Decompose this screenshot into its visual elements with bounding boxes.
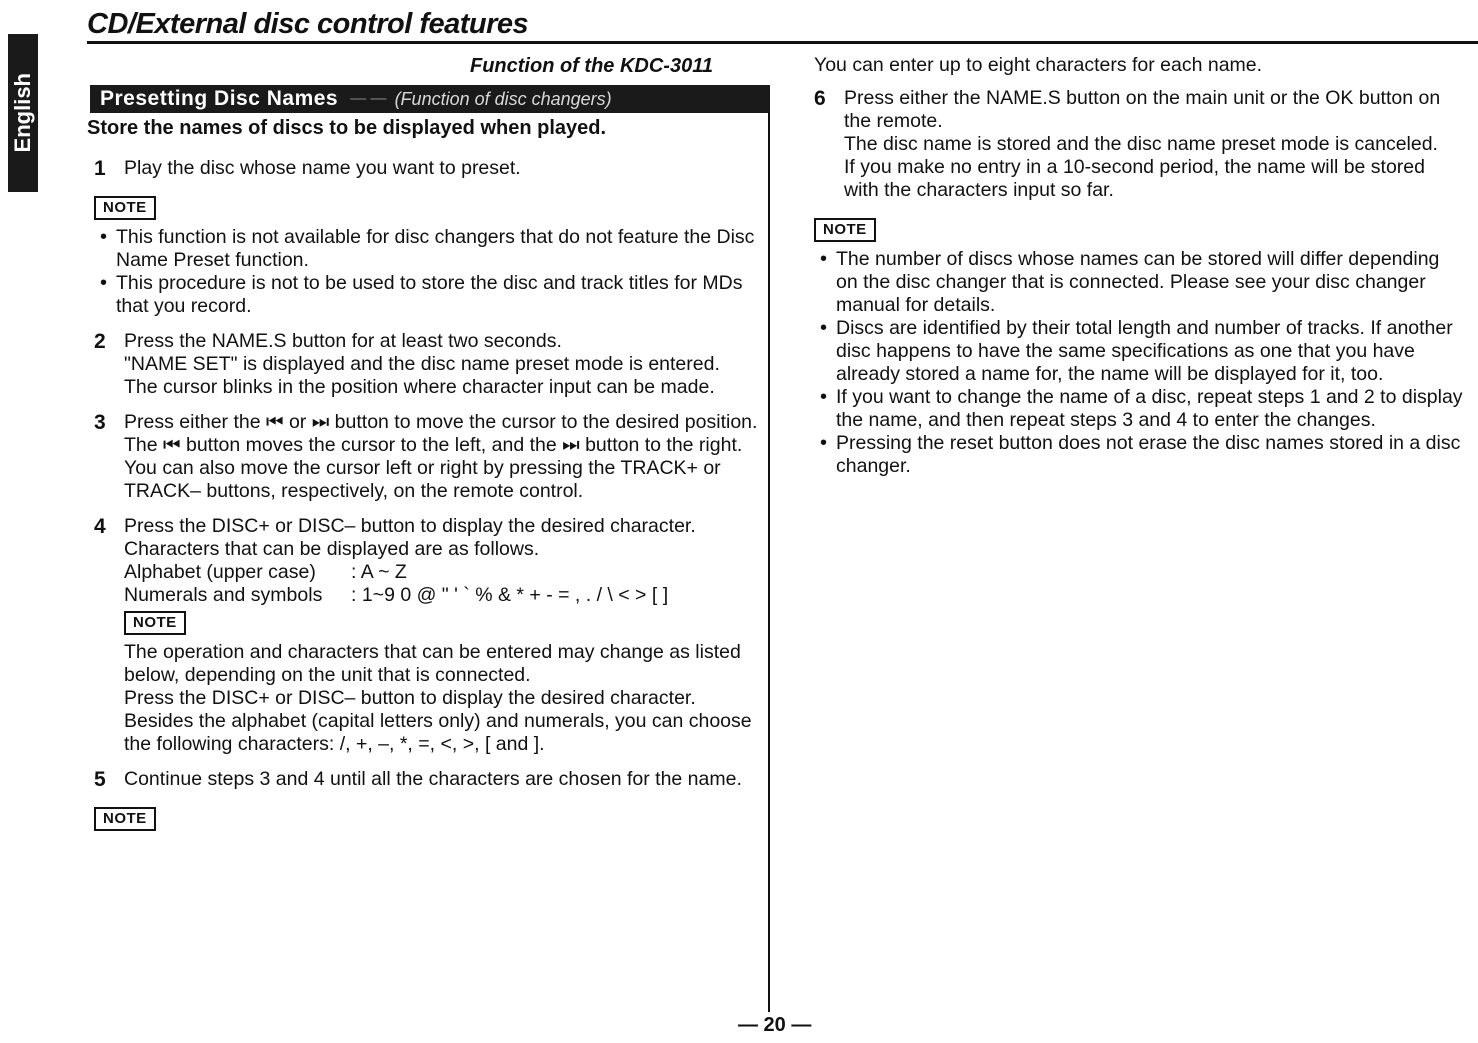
step-3 (94, 411, 759, 503)
language-tab (8, 34, 38, 192)
step-text: The disc name is stored and the disc name preset mode is canceled. (844, 133, 1438, 155)
step-number: 2 (94, 330, 106, 353)
character-value: : A ~ Z (351, 561, 407, 583)
character-label: Numerals and symbols (124, 584, 323, 606)
step-text: You can also move the cursor left or right by pressing the TRACK+ or TRACK– buttons, respectively, on the remote control. (124, 457, 721, 502)
left-column (94, 157, 759, 837)
step-text: If you make no entry in a 10-second period, the name will be stored with the characters input so far. (844, 156, 1425, 201)
step-text: Continue steps 3 and 4 until all the characters are chosen for the name. (124, 768, 742, 790)
step-1 (94, 157, 759, 180)
column-divider (768, 112, 770, 1012)
section-intro: Store the names of discs to be displayed when played. (87, 117, 607, 139)
character-row (124, 584, 759, 607)
section-subtitle: (Function of disc changers) (394, 88, 612, 109)
step-5 (94, 768, 759, 791)
step-number: 4 (94, 515, 106, 538)
note-item: • If you want to change the name of a disc, repeat steps 1 and 2 to display the name, and then repeat steps 3 and 4 to enter the changes. (814, 386, 1464, 432)
note-text: Besides the alphabet (capital letters only) and numerals, you can choose the following characters: /, +, –, *, =, <, >, [ and ]. (124, 710, 752, 755)
model-subtitle: Function of the KDC-3011 (470, 55, 713, 77)
right-notes (814, 248, 1464, 478)
note-item: • This function is not available for disc changers that do not feature the Disc Name Preset function. (94, 226, 759, 272)
step-text: Press either the ⏮ or ⏭ button to move the cursor to the desired position. (124, 411, 758, 433)
character-label: Alphabet (upper case) (124, 561, 316, 583)
step-4 (94, 515, 759, 756)
right-intro: You can enter up to eight characters for each name. (814, 54, 1263, 76)
right-column (814, 54, 1464, 490)
note-label: NOTE (814, 218, 876, 242)
page-title: CD/External disc control features (87, 8, 529, 40)
note-text: Press the DISC+ or DISC– button to display the desired character. (124, 687, 696, 709)
step-text: Press either the NAME.S button on the main unit or the OK button on the remote. (844, 87, 1441, 132)
step4-note (124, 641, 759, 756)
section-dash: — — (350, 90, 387, 107)
step-number: 5 (94, 768, 106, 791)
character-value: : 1~9 0 @ " ' ` % & * + - = , . / \ < > [ ] (351, 584, 669, 606)
step-number: 6 (814, 87, 826, 110)
step-text: "NAME SET" is displayed and the disc name preset mode is entered. (124, 353, 720, 375)
note-text: The operation and characters that can be entered may change as listed below, depending on the unit that is connected. (124, 641, 741, 686)
step1-notes (94, 226, 759, 318)
note-label: NOTE (94, 196, 156, 220)
language-tab-label: English (10, 73, 35, 153)
step-text: Press the DISC+ or DISC– button to display the desired character. (124, 515, 696, 537)
character-row (124, 561, 759, 584)
note-item: • Pressing the reset button does not erase the disc names stored in a disc changer. (814, 432, 1464, 478)
note-label: NOTE (124, 611, 186, 635)
step-text: Press the NAME.S button for at least two seconds. (124, 330, 562, 352)
note-item: • The number of discs whose names can be stored will differ depending on the disc changer that is connected. Please see your disc changer manual for details. (814, 248, 1464, 317)
note-item: • This procedure is not to be used to store the disc and track titles for MDs that you record. (94, 272, 759, 318)
note-item: • Discs are identified by their total length and number of tracks. If another disc happens to have the same specifications as one that you have already stored a name for, the name will be displayed for it, too. (814, 317, 1464, 386)
section-header (90, 85, 770, 113)
note-label: NOTE (94, 807, 156, 831)
step-text: Characters that can be displayed are as follows. (124, 538, 540, 560)
step-number: 1 (94, 157, 106, 180)
step-number: 3 (94, 411, 106, 434)
step-text: Play the disc whose name you want to preset. (124, 157, 521, 179)
section-title: Presetting Disc Names (100, 87, 339, 110)
page-number: — 20 — (738, 1014, 812, 1036)
step-text: The ⏮ button moves the cursor to the left, and the ⏭ button to the right. (124, 434, 743, 456)
step-text: The cursor blinks in the position where character input can be made. (124, 376, 715, 398)
step-2 (94, 330, 759, 399)
step-6 (814, 87, 1464, 202)
title-rule (87, 41, 1478, 44)
